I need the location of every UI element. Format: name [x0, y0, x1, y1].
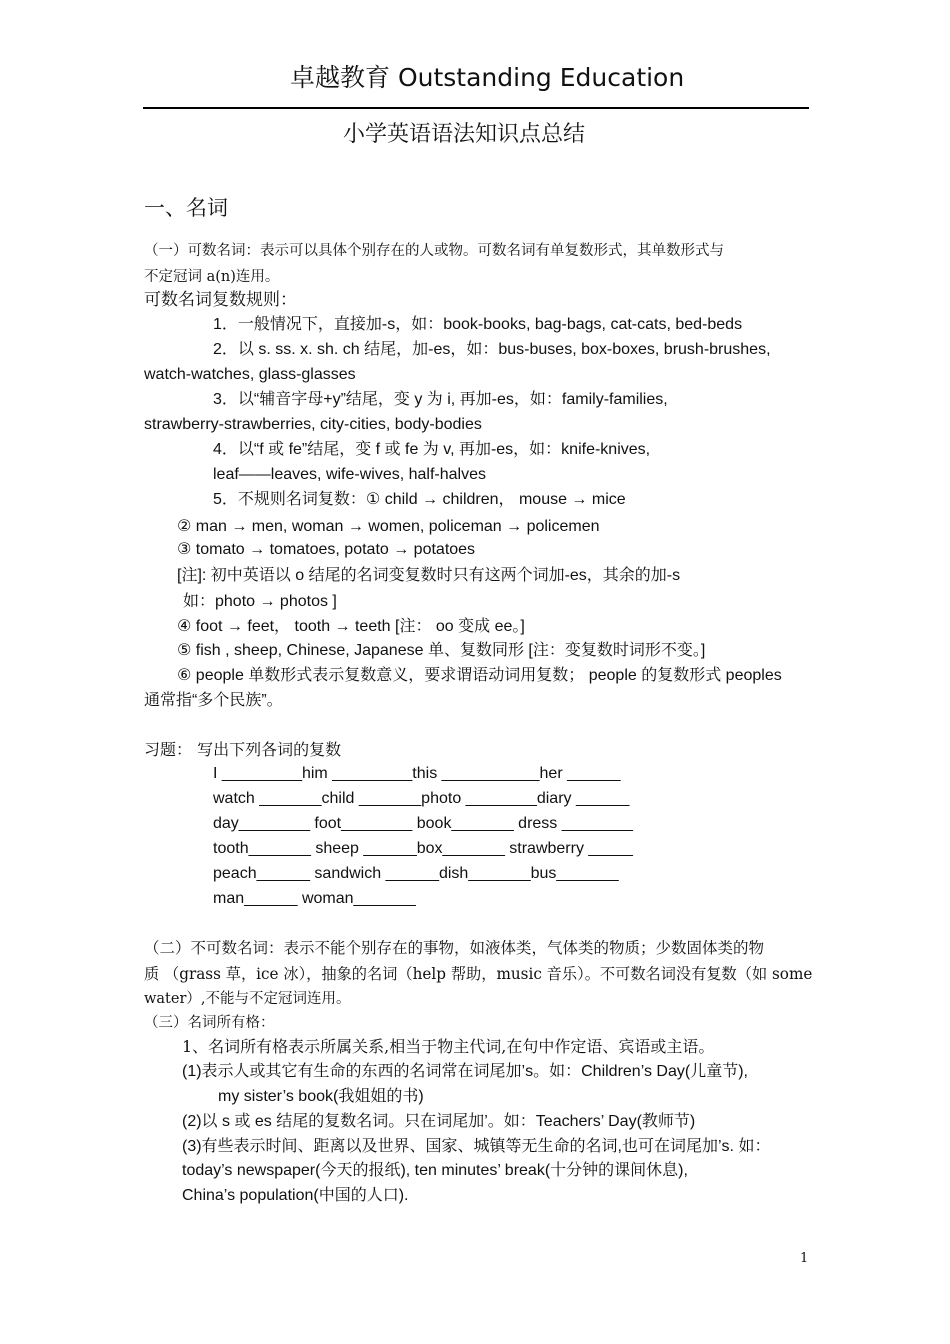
header-rule — [143, 107, 809, 109]
possessive-point-4-line3: China’s population(中国的人口). — [182, 1187, 409, 1204]
note-o-ending-line1: [注]: 初中英语以 o 结尾的名词变复数时只有这两个词加-es，其余的加-s — [177, 567, 681, 584]
section-heading-nouns: 一、名词 — [144, 196, 228, 220]
exercise-row: day________ foot________ book_______ dress ________ — [213, 815, 633, 832]
rule-3-line2: strawberry-strawberries, city-cities, body-bodies — [144, 416, 482, 433]
irregular-5: ⑤ fish , sheep, Chinese, Japanese 单、复数同形 [注：变复数时词形不变。] — [177, 642, 706, 659]
uncountable-line1: （二）不可数名词：表示不能个别存在的事物，如液体类，气体类的物质；少数固体类的物 — [144, 939, 765, 957]
exercise-row: man______ woman_______ — [213, 890, 416, 907]
exercise-row: tooth_______ sheep ______box_______ strawberry _____ — [213, 840, 633, 857]
rule-4-line1: 4．以“f 或 fe”结尾，变 f 或 fe 为 v, 再加-es，如：knife-knives, — [213, 441, 651, 458]
rule-2-line1: 2．以 s. ss. x. sh. ch 结尾，加-es，如：bus-buses, box-boxes, brush-brushes, — [213, 341, 771, 358]
rule-1: 1．一般情况下，直接加-s，如：book-books, bag-bags, cat-cats, bed-beds — [213, 316, 743, 333]
possessive-point-2-line1: (1)表示人或其它有生命的东西的名词常在词尾加’s。如：Children’s Day(儿童节), — [182, 1063, 748, 1080]
exercise-title: 习题： 写出下列各词的复数 — [144, 740, 342, 759]
exercise-row: watch _______child _______photo ________diary ______ — [213, 790, 630, 807]
possessive-point-1: 1、名词所有格表示所属关系,相当于物主代词,在句中作定语、宾语或主语。 — [182, 1037, 715, 1056]
uncountable-line3: water）,不能与不定冠词连用。 — [144, 991, 351, 1007]
note-o-ending-line2: 如：photo → photos ] — [183, 593, 337, 610]
possessive-point-3: (2)以 s 或 es 结尾的复数名词。只在词尾加’。如：Teachers’ Day(教师节) — [182, 1113, 696, 1130]
uncountable-line2: 质 （grass 草，ice 冰），抽象的名词（help 帮助，music 音乐）。不可数名词没有复数（如 some — [144, 965, 813, 983]
irregular-3: ③ tomato → tomatoes, potato → potatoes — [177, 541, 476, 558]
possessive-title: （三）名词所有格： — [144, 1015, 275, 1031]
irregular-2: ② man → men, woman → women, policeman → policemen — [177, 518, 600, 535]
irregular-6-line2: 通常指“多个民族”。 — [144, 692, 283, 709]
exercise-row: I _________him _________this ___________her ______ — [213, 765, 621, 782]
countable-intro-line2: 不定冠词 a(n)连用。 — [144, 269, 280, 285]
document-title: 小学英语语法知识点总结 — [343, 122, 586, 147]
rule-2-line2: watch-watches, glass-glasses — [144, 366, 356, 383]
possessive-point-4-line1: (3)有些表示时间、距离以及世界、国家、城镇等无生命的名词,也可在词尾加’s. 如： — [182, 1138, 771, 1155]
page-number: 1 — [800, 1251, 809, 1266]
possessive-point-4-line2: today’s newspaper(今天的报纸), ten minutes’ break(十分钟的课间休息), — [182, 1162, 688, 1179]
possessive-point-2-line2: my sister’s book(我姐姐的书) — [218, 1088, 424, 1105]
irregular-4: ④ foot → feet， tooth → teeth [注： oo 变成 ee。] — [177, 618, 525, 635]
rule-3-line1: 3．以“辅音字母+y”结尾，变 y 为 i, 再加-es，如：family-families, — [213, 391, 668, 408]
irregular-6-line1: ⑥ people 单数形式表示复数意义，要求谓语动词用复数； people 的复数形式 peoples — [177, 667, 782, 684]
plural-rules-title: 可数名词复数规则： — [144, 290, 297, 310]
countable-intro-line1: （一）可数名词：表示可以具体个别存在的人或物。可数名词有单复数形式，其单数形式与 — [144, 243, 724, 259]
page-header-title: 卓越教育 Outstanding Education — [290, 63, 685, 92]
exercise-row: peach______ sandwich ______dish_______bus_______ — [213, 865, 619, 882]
rule-4-line2: leaf——leaves, wife-wives, half-halves — [213, 466, 486, 483]
rule-5: 5．不规则名词复数：① child → children， mouse → mice — [213, 491, 626, 508]
